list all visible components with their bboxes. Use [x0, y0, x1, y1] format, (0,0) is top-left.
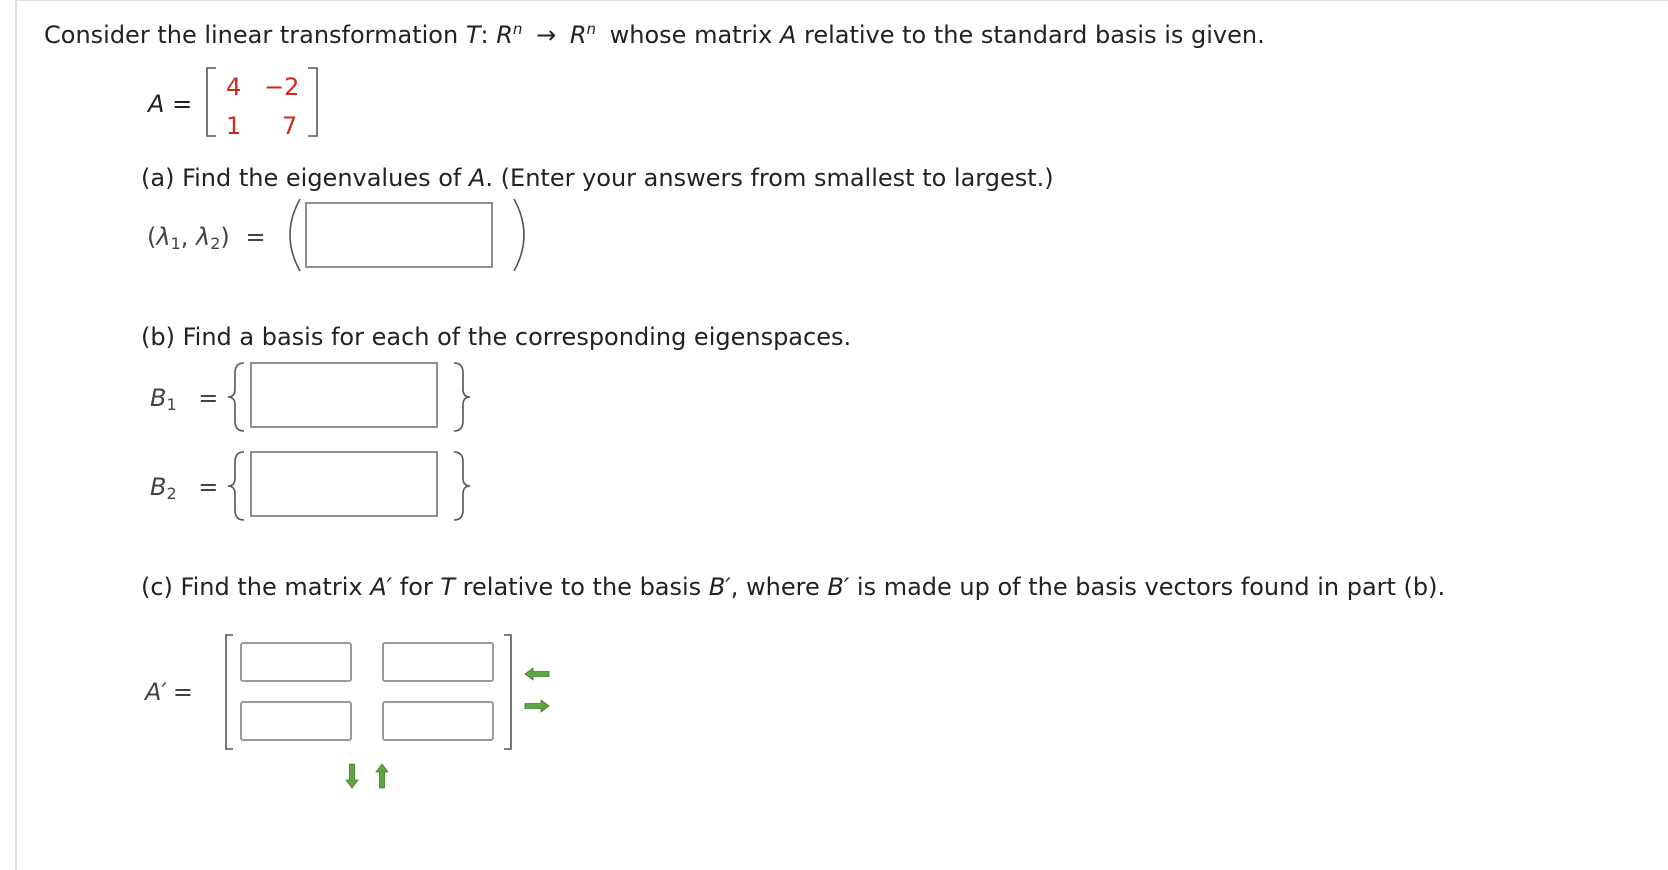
pair-close-paren: ) [220, 223, 230, 251]
b2-open-brace [226, 450, 250, 522]
pair-open-paren: ( [147, 223, 157, 251]
intro-colon: : [480, 21, 497, 49]
intro-text: Consider the linear transformation [44, 21, 466, 49]
matrix-a-letter: A [148, 90, 165, 118]
intro-text-3: relative to the standard basis is given. [796, 21, 1265, 49]
matrix-a-label [148, 89, 192, 119]
b2-subscript: 2 [166, 484, 177, 503]
b1-letter: B [150, 384, 167, 412]
part-c-a-prime: A′ [370, 573, 393, 601]
pair-comma: , [180, 223, 197, 251]
part-c-b-prime-2: B′ [827, 573, 850, 601]
b1-equals: = [198, 384, 219, 412]
arrow-down-icon[interactable] [344, 763, 360, 789]
a-prime-label [145, 677, 193, 707]
codomain-exponent: n [586, 20, 597, 38]
part-c-text-where: , where [730, 573, 828, 601]
pair-equals: = [245, 223, 266, 251]
part-c-prompt [141, 572, 1445, 602]
transformation-name: T [465, 21, 481, 49]
intro-text-2: whose matrix [602, 21, 780, 49]
matrix-a-cell-0-1: −2 [264, 73, 300, 101]
codomain-space: R [569, 21, 587, 49]
domain-exponent: n [512, 20, 523, 38]
b2-label [150, 472, 218, 502]
part-a-prompt [141, 163, 1054, 193]
matrix-a-cell-0-0: 4 [226, 73, 242, 101]
b1-open-brace [226, 361, 250, 433]
domain-space: R [496, 21, 513, 49]
part-c-text: (c) Find the matrix [141, 573, 371, 601]
a-prime-letter: A′ [145, 678, 167, 706]
part-c-t-name: T [440, 573, 456, 601]
b2-basis-input[interactable] [250, 451, 438, 517]
a-prime-cell-1-0[interactable] [240, 701, 352, 741]
a-prime-cell-0-1[interactable] [382, 642, 494, 682]
a-prime-equals: = [172, 678, 193, 706]
matrix-a-cell-1-0: 1 [226, 112, 242, 140]
part-c-b-prime-1: B′ [708, 573, 731, 601]
part-c-text-relative: relative to the basis [455, 573, 709, 601]
b2-letter: B [150, 473, 167, 501]
lambda-symbol-2: λ [196, 223, 211, 251]
part-a-matrix-name: A [468, 164, 486, 192]
matrix-a-cell-1-1: 7 [282, 112, 298, 140]
b1-subscript: 1 [166, 395, 177, 414]
arrow-right-icon[interactable] [524, 698, 550, 714]
part-c-text-suffix: is made up of the basis vectors found in part (b). [849, 573, 1446, 601]
lambda-symbol-1: λ [156, 223, 171, 251]
matrix-a-equals: = [172, 90, 193, 118]
eigenvalues-input[interactable] [305, 202, 493, 268]
lambda-sub-2: 2 [210, 234, 221, 253]
b1-close-brace [450, 361, 474, 433]
b1-label [150, 383, 218, 413]
part-a-text: (a) Find the eigenvalues of [141, 164, 469, 192]
a-prime-cell-1-1[interactable] [382, 701, 494, 741]
eigenvalue-open-paren [278, 197, 308, 273]
part-b-prompt: (b) Find a basis for each of the corresponding eigenspaces. [141, 323, 852, 351]
intro-matrix-name: A [779, 21, 797, 49]
arrow-up-icon[interactable] [374, 763, 390, 789]
arrow-left-icon[interactable] [524, 666, 550, 682]
lambda-sub-1: 1 [170, 234, 181, 253]
maps-to-arrow: → [536, 21, 557, 49]
question-intro [44, 20, 1265, 50]
a-prime-cell-0-0[interactable] [240, 642, 352, 682]
eigenvalue-pair-label [147, 222, 266, 252]
part-c-text-for: for [392, 573, 441, 601]
part-a-text-suffix: . (Enter your answers from smallest to largest.) [485, 164, 1054, 192]
b2-close-brace [450, 450, 474, 522]
eigenvalue-close-paren [506, 197, 536, 273]
b1-basis-input[interactable] [250, 362, 438, 428]
b2-equals: = [198, 473, 219, 501]
